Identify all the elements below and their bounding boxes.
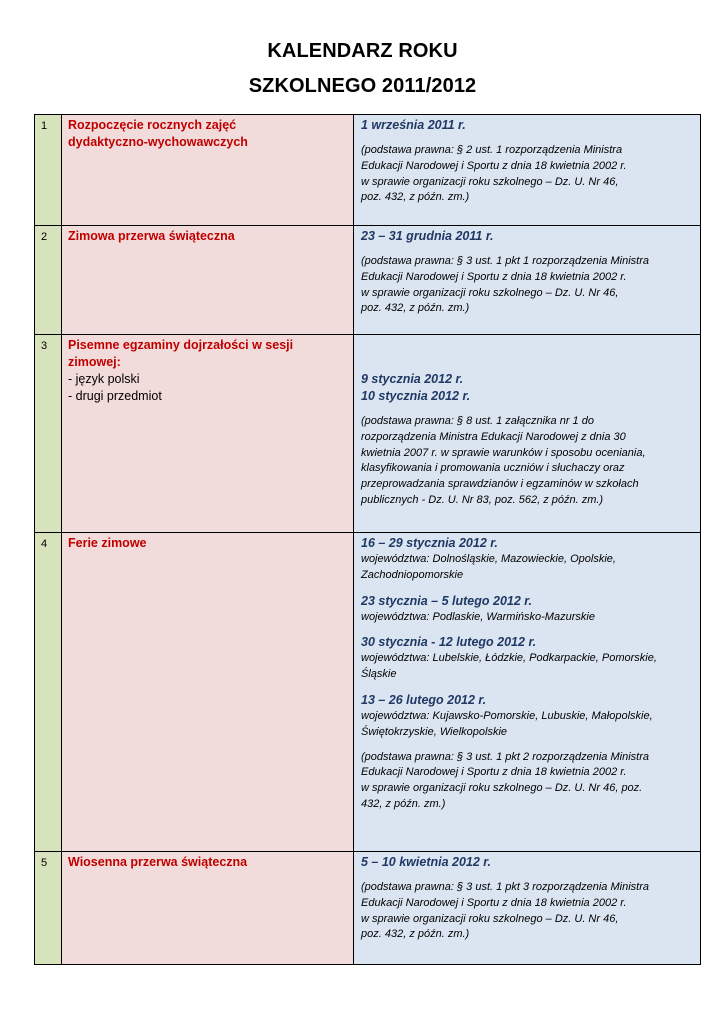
legal-line: Edukacji Narodowej i Sportu z dnia 18 kwietnia 2002 r. [361, 896, 627, 909]
event-title: zimowej: [68, 355, 121, 369]
voivodeships: województwa: Dolnośląskie, Mazowieckie, Opolskie, [361, 553, 616, 565]
legal-line: (podstawa prawna: § 3 ust. 1 pkt 2 rozporządzenia Ministra [361, 750, 649, 763]
event-title: Ferie zimowe [68, 536, 147, 550]
event-title: Pisemne egzaminy dojrzałości w sesji [68, 338, 294, 352]
event-cell [62, 335, 354, 533]
holiday-group [361, 535, 694, 584]
legal-line: (podstawa prawna: § 3 ust. 1 pkt 3 rozporządzenia Ministra [361, 881, 649, 893]
calendar-table [34, 114, 701, 965]
legal-line: poz. 432, z późn. zm.) [361, 302, 470, 315]
legal-line: 432, z późn. zm.) [361, 797, 446, 810]
date-cell [354, 852, 701, 965]
row-number: 3 [35, 335, 62, 533]
legal-basis [361, 143, 694, 206]
date-cell [354, 335, 701, 533]
legal-line: przeprowadzania sprawdzianów i egzaminów w szkołach [361, 478, 639, 491]
table-row [35, 115, 701, 226]
holiday-group [361, 593, 694, 626]
event-date: 5 – 10 kwietnia 2012 r. [361, 855, 491, 869]
event-cell [62, 852, 354, 965]
legal-basis [361, 414, 694, 509]
legal-line: kwietnia 2007 r. w sprawie warunków i sposobu oceniania, [361, 446, 646, 459]
legal-line: (podstawa prawna: § 2 ust. 1 rozporządzenia Ministra [361, 144, 623, 156]
legal-line: klasyfikowania i promowania uczniów i słuchaczy oraz [361, 462, 625, 475]
exam-subject: - drugi przedmiot [68, 389, 162, 403]
legal-line: (podstawa prawna: § 3 ust. 1 pkt 1 rozporządzenia Ministra [361, 255, 649, 267]
holiday-group [361, 692, 694, 741]
legal-line: publicznych - Dz. U. Nr 83, poz. 562, z późn. zm.) [361, 493, 604, 506]
legal-basis [361, 254, 694, 317]
table-row [35, 226, 701, 335]
legal-line: w sprawie organizacji roku szkolnego – Dz. U. Nr 46, [361, 286, 619, 299]
event-title: Wiosenna przerwa świąteczna [68, 855, 248, 869]
event-date: 9 stycznia 2012 r. [361, 372, 464, 386]
event-cell [62, 115, 354, 226]
legal-line: poz. 432, z późn. zm.) [361, 928, 470, 941]
voivodeships: Zachodniopomorskie [361, 568, 464, 581]
legal-basis [361, 750, 694, 813]
legal-line: Edukacji Narodowej i Sportu z dnia 18 kwietnia 2002 r. [361, 766, 627, 779]
legal-line: poz. 432, z późn. zm.) [361, 191, 470, 204]
voivodeships: Śląskie [361, 668, 397, 681]
date-cell [354, 533, 701, 852]
table-row [35, 852, 701, 965]
event-title: Rozpoczęcie rocznych zajęć [68, 118, 237, 132]
event-date: 10 stycznia 2012 r. [361, 389, 471, 403]
event-title: dydaktyczno-wychowawczych [68, 135, 248, 149]
legal-line: (podstawa prawna: § 8 ust. 1 załącznika nr 1 do [361, 415, 594, 427]
row-number: 4 [35, 533, 62, 852]
date-cell [354, 115, 701, 226]
event-cell [62, 533, 354, 852]
exam-subject: - język polski [68, 372, 140, 386]
legal-line: w sprawie organizacji roku szkolnego – Dz. U. Nr 46, [361, 175, 619, 188]
event-cell [62, 226, 354, 335]
table-row [35, 533, 701, 852]
legal-line: Edukacji Narodowej i Sportu z dnia 18 kwietnia 2002 r. [361, 270, 627, 283]
event-date: 30 stycznia - 12 lutego 2012 r. [361, 635, 537, 650]
event-date: 23 – 31 grudnia 2011 r. [361, 229, 494, 243]
voivodeships: województwa: Lubelskie, Łódzkie, Podkarpackie, Pomorskie, [361, 652, 657, 665]
voivodeships: Świętokrzyskie, Wielkopolskie [361, 725, 508, 738]
voivodeships: województwa: Kujawsko-Pomorskie, Lubuskie, Małopolskie, [361, 709, 653, 722]
row-number: 5 [35, 852, 62, 965]
legal-line: rozporządzenia Ministra Edukacji Narodowej z dnia 30 [361, 430, 626, 443]
event-date: 13 – 26 lutego 2012 r. [361, 692, 487, 707]
voivodeships: województwa: Podlaskie, Warmińsko-Mazurskie [361, 610, 595, 623]
legal-line: w sprawie organizacji roku szkolnego – Dz. U. Nr 46, [361, 912, 619, 925]
row-number: 2 [35, 226, 62, 335]
table-row [35, 335, 701, 533]
holiday-group [361, 634, 694, 683]
legal-line: w sprawie organizacji roku szkolnego – Dz. U. Nr 46, poz. [361, 782, 643, 795]
event-date: 16 – 29 stycznia 2012 r. [361, 536, 498, 550]
event-date: 23 stycznia – 5 lutego 2012 r. [361, 593, 532, 608]
event-title: Zimowa przerwa świąteczna [68, 229, 235, 243]
document-title-line2: SZKOLNEGO 2011/2012 [248, 75, 477, 97]
event-date: 1 września 2011 r. [361, 118, 466, 132]
row-number: 1 [35, 115, 62, 226]
legal-basis [361, 880, 694, 943]
date-cell [354, 226, 701, 335]
legal-line: Edukacji Narodowej i Sportu z dnia 18 kwietnia 2002 r. [361, 159, 627, 172]
document-title-line1: KALENDARZ ROKU [267, 40, 458, 62]
